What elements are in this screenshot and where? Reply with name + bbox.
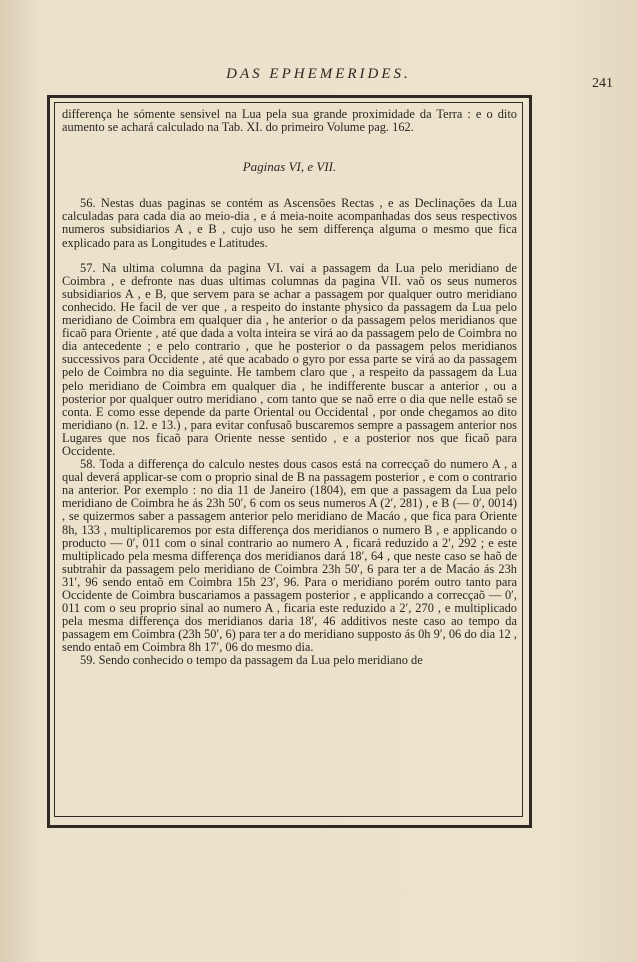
page-number: 241 <box>592 76 613 91</box>
intro-paragraph: differença he sómente sensivel na Lua pela sua grande proximidade da Terra : e o dito aumento se achará calculado na Tab. XI. do primeiro Volume pag. 162. <box>62 107 517 135</box>
section-title: Paginas VI, e VII. <box>242 159 337 175</box>
text-block <box>62 108 517 668</box>
paragraph-57: 57. Na ultima columna da pagina VI. vai a passagem da Lua pelo meridiano de Coimbra , e defronte nas duas ultimas columnas da pagina VII. vaõ os seus numeros subsidiarios A , e B, que servem para se achar a passagem por qualquer outro meridiano conhecido. He facil de ver que , a respeito do instante physico da passagem da Lua pelo meridiano de Coimbra em qualquer dia , he anterior o da passagem pelos meridianos que ficaõ para Oriente , até que dada a volta inteira se virá ao da passagem pelo de Coimbra no dia antecedente ; e pelo contrario , que he posterior o da passagem pelos meridianos successivos para Occidente , até que acabado o gyro por essa parte se virá ao da passagem pelo de Coimbra no dia seguinte. He tambem claro que , a respeito da passagem da Lua pelo meridiano de Coimbra em qualquer dia , he indifferente buscar a anterior , ou a posterior por qualquer outro meridiano , com tanto que se naõ erre o dia que nelle estaõ se conta. E como esse depende da parte Oriental ou Occidental , por onde chegamos ao dito meridiano (n. 12. e 13.) , para evitar confusaõ buscaremos sempre a passagem anterior nos Lugares que nos ficaõ para Oriente nesse sentido , e a posterior nos que ficaõ para Occidente. <box>62 260 517 458</box>
paragraph-58: 58. Toda a differença do calculo nestes dous casos está na correcçaõ do numero A , a qual deverá applicar-se com o proprio sinal de B na passagem posterior , e com o contrario na anterior. Por exemplo : no dia 11 de Janeiro (1804), em que a passagem da Lua pelo meridiano de Coimbra he ás 23h 50′, 6 com os seus numeros A (2′, 281) , e B (— 0′, 0014) , se quizermos saber a passagem anterior pelo meridiano de Macáo , que fica para Oriente 8h, 133 , multiplicaremos por esta differença dos meridianos o numero B , e applicando o producto — 0′, 011 com o sinal contrario ao numero A , ficará reduzido a 2′, 292 ; e este multiplicado pela mesma differença dos meridianos dará 18′, 64 , que neste caso se haõ de subtrahir da passagem pelo meridiano de Coimbra 23h 50′, 6 para ter a de Macáo ás 23h 31′, 96 sendo entaõ em Coimbra 15h 23′, 96. Para o meridiano porém outro tanto para Occidente de Coimbra buscariamos a passagem posterior , e applicando a correcçaõ — 0′, 011 com o seu proprio sinal ao numero A , ficaria este reduzido a 2′, 270 , e multiplicado pela mesma differença dos meridianos daria 18′, 46 additivos neste caso ao tempo da passagem em Coimbra (23h 50′, 6) para ter a do meridiano supposto ás 0h 9′, 06 do dia 12 , sendo entaõ em Coimbra 8h 17′, 06 do mesmo dia. <box>62 457 517 655</box>
running-head: DAS EPHEMERIDES. <box>226 66 411 82</box>
paragraph-56: 56. Nestas duas paginas se contém as Ascensões Rectas , e as Declinações da Lua calculadas para cada dia ao meio-dia , e á meia-noite acompanhadas dos seus respectivos numeros subsidiarios A , e B , cujo uso he sem differença alguma o mesmo que fica explicado para as Longitudes e Latitudes. <box>62 196 517 250</box>
paragraph-59: 59. Sendo conhecido o tempo da passagem da Lua pelo meridiano de <box>80 653 423 668</box>
